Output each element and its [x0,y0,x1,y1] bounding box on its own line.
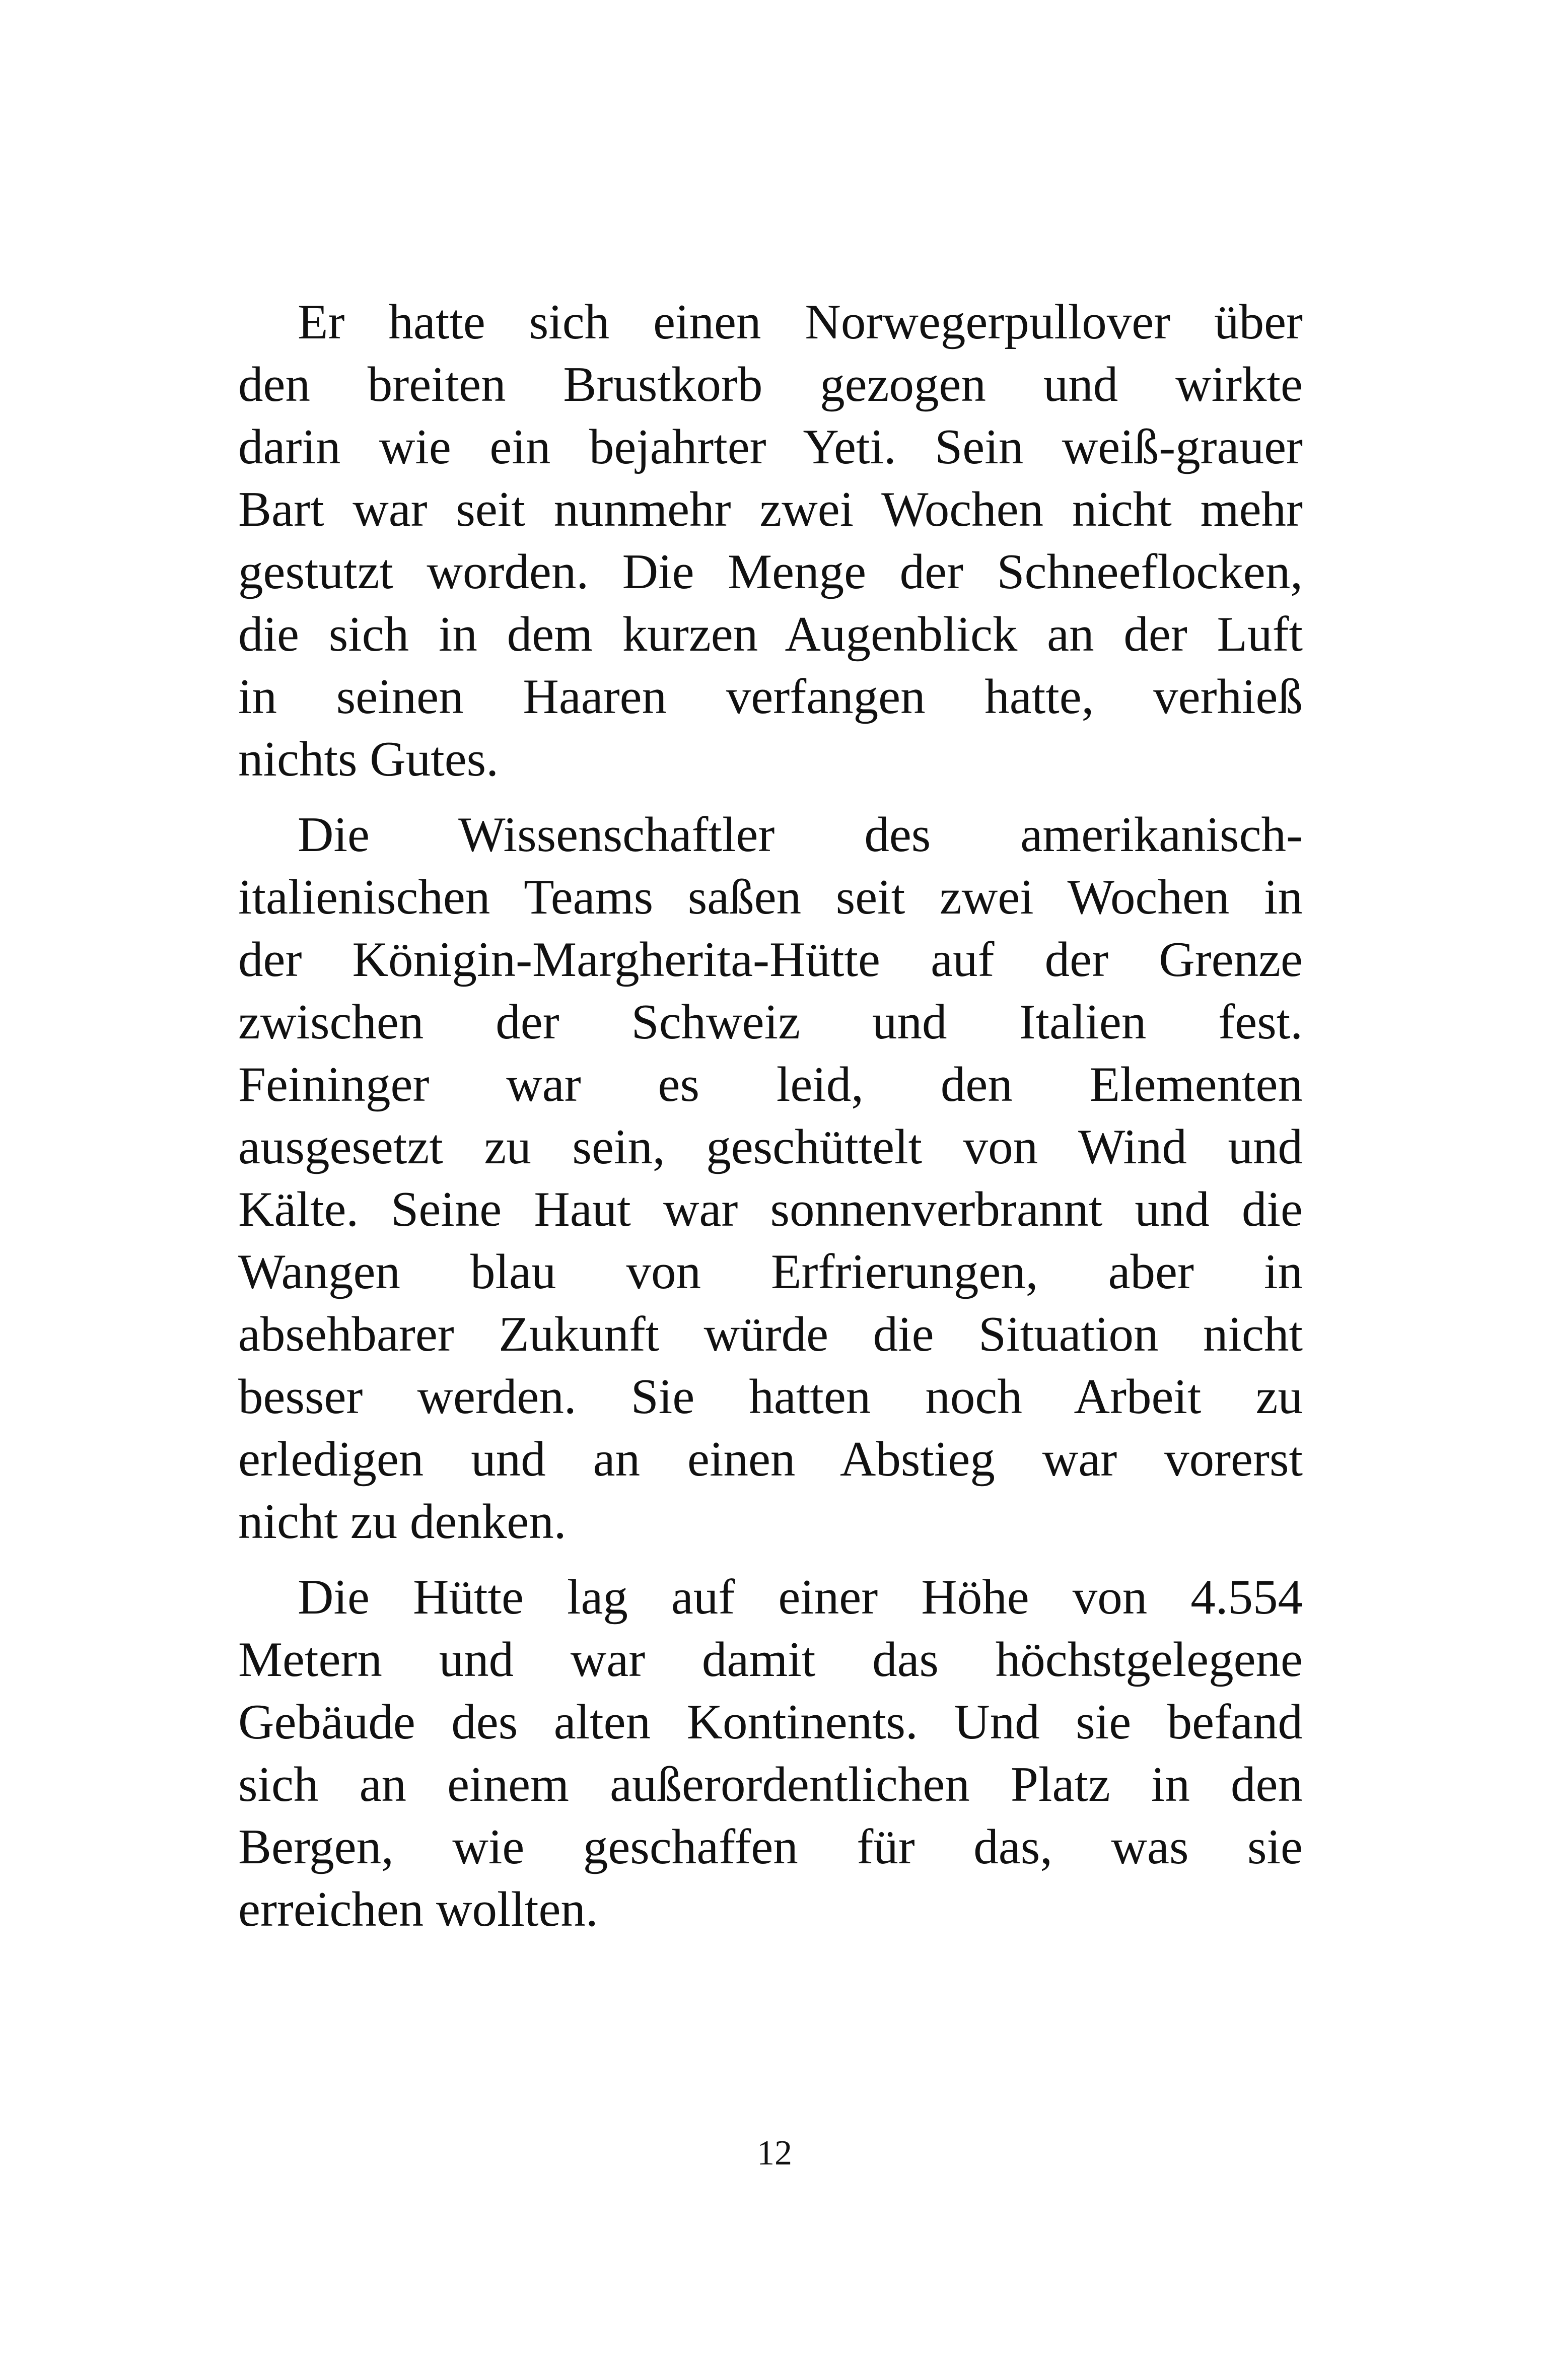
text-line: sich an einem außerordentlichen Platz in den [238,1757,1303,1812]
text-line: in seinen Haaren verfangen hatte, verhieß [238,669,1303,724]
text-line: absehbarer Zukunft würde die Situation nicht [238,1307,1303,1362]
text-line: der Königin-Margherita-Hütte auf der Grenze [238,932,1303,987]
text-line: die sich in dem kurzen Augenblick an der Luft [238,607,1303,662]
text-line: erledigen und an einen Abstieg war vorerst [238,1432,1303,1487]
text-line: den breiten Brustkorb gezogen und wirkte [238,357,1303,412]
text-line: gestutzt worden. Die Menge der Schneeflocken, [238,544,1303,599]
text-line: Bergen, wie geschaffen für das, was sie [238,1819,1303,1874]
text-line: zwischen der Schweiz und Italien fest. [238,995,1303,1049]
paragraph-3 [238,1566,1303,1941]
text-line: nicht zu denken. [238,1494,567,1549]
text-line: Feininger war es leid, den Elementen [238,1057,1303,1112]
page-number: 12 [757,2134,792,2173]
text-line: ausgesetzt zu sein, geschüttelt von Wind und [238,1119,1303,1174]
paragraph-1 [238,291,1303,791]
text-line: Metern und war damit das höchstgelegene [238,1632,1303,1687]
text-line: Bart war seit nunmehr zwei Wochen nicht mehr [238,482,1303,537]
text-line: besser werden. Sie hatten noch Arbeit zu [238,1369,1303,1424]
text-line: Er hatte sich einen Norwegerpullover über [298,295,1303,349]
text-line: Wangen blau von Erfrierungen, aber in [238,1244,1303,1299]
paragraph-2 [238,804,1303,1553]
text-line: Die Wissenschaftler des amerikanisch- [298,807,1303,862]
text-line: italienischen Teams saßen seit zwei Wochen in [238,870,1303,925]
text-line: Kälte. Seine Haut war sonnenverbrannt und die [238,1182,1303,1237]
body-text [238,291,1303,1954]
text-line: Die Hütte lag auf einer Höhe von 4.554 [298,1570,1303,1625]
text-line: erreichen wollten. [238,1882,598,1937]
text-line: darin wie ein bejahrter Yeti. Sein weiß-grauer [238,419,1303,474]
text-line: nichts Gutes. [238,732,499,787]
text-line: Gebäude des alten Kontinents. Und sie befand [238,1695,1303,1749]
